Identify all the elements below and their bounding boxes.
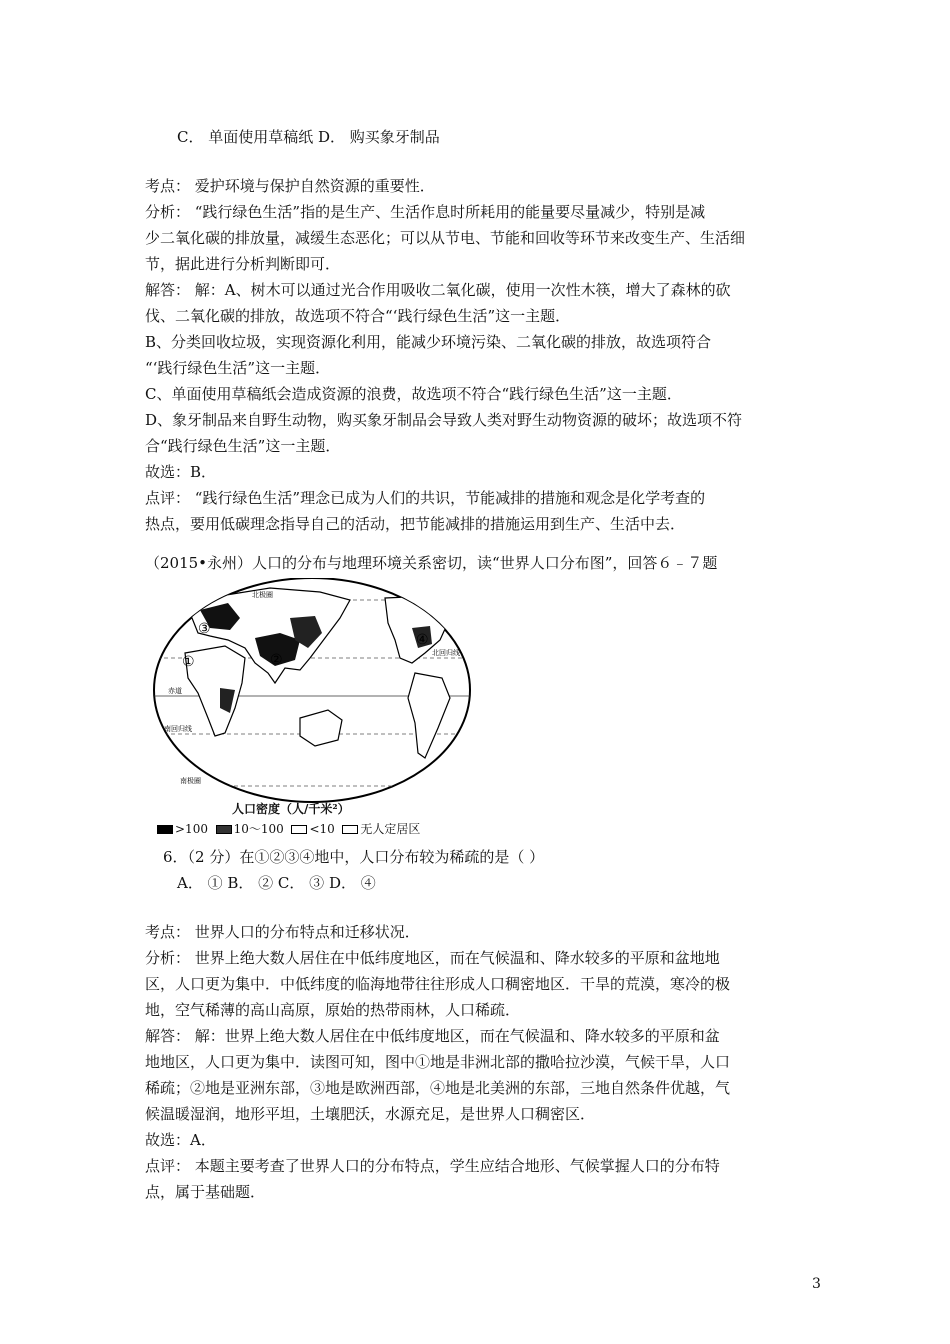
q5-fenxi-2: 少二氧化碳的排放量，减缓生态恶化；可以从节电、节能和回收等环节来改变生产、生活细 [145, 229, 746, 247]
marker-1: ① [182, 654, 195, 670]
legend-title: 人口密度（人/千米²） [232, 802, 350, 816]
prev-options: C． 单面使用草稿纸 D． 购买象牙制品 [177, 128, 440, 146]
legend-dense: >100 [175, 822, 208, 836]
intro-line: （2015•永州）人口的分布与地理环境关系密切，读“世界人口分布图”，回答６﹣７题 [145, 554, 718, 572]
legend-uninhabited: 无人定居区 [360, 822, 421, 836]
q6-fenxi-1: 分析： 世界上绝大数人居住在中低纬度地区，而在气候温和、降水较多的平原和盆地地 [145, 949, 720, 967]
legend-swatch-sparse [291, 825, 307, 834]
q5-fenxi-3: 节，据此进行分析判断即可． [145, 255, 341, 273]
q5-jieda-7: 合“践行绿色生活”这一主题． [145, 437, 341, 455]
label-tropic-cancer: 北回归线 [432, 649, 460, 657]
label-antarctic-circle: 南极圈 [180, 777, 201, 785]
marker-4: ④ [416, 632, 429, 648]
legend [157, 820, 420, 837]
label-tropic-capricorn: 南回归线 [164, 725, 192, 733]
q6-stem: 6．（2 分）在①②③④地中，人口分布较为稀疏的是（ ） [163, 848, 545, 866]
q6-kaodian: 考点： 世界人口的分布特点和迁移状况． [145, 923, 420, 941]
q5-dianping-2: 热点，要用低碳理念指导自己的活动，把节能减排的措施运用到生产、生活中去． [145, 515, 686, 533]
marker-3: ③ [198, 621, 211, 637]
q6-jieda-2: 地地区，人口更为集中．读图可知，图中①地是非洲北部的撒哈拉沙漠，气候干旱，人口 [145, 1053, 731, 1071]
label-equator: 赤道 [168, 687, 182, 695]
q5-dianping-1: 点评： “践行绿色生活”理念已成为人们的共识，节能减排的措施和观念是化学考查的 [145, 489, 706, 507]
q6-jieda-4: 候温暖湿润，地形平坦，土壤肥沃，水源充足，是世界人口稠密区． [145, 1105, 596, 1123]
legend-swatch-medium [216, 825, 232, 834]
q5-jieda-3: B、分类回收垃圾，实现资源化利用，能减少环境污染、二氧化碳的排放，故选项符合 [145, 333, 712, 351]
legend-swatch-dense [157, 825, 173, 834]
legend-medium: 10～100 [233, 822, 284, 836]
page-number: 3 [812, 1276, 821, 1292]
marker-2: ② [270, 652, 283, 668]
q5-kaodian: 考点： 爱护环境与保护自然资源的重要性． [145, 177, 435, 195]
q6-guxuan: 故选：A． [145, 1131, 216, 1149]
q6-fenxi-2: 区，人口更为集中．中低纬度的临海地带往往形成人口稠密地区．干旱的荒漠，寒冷的极 [145, 975, 731, 993]
q5-jieda-6: D、象牙制品来自野生动物，购买象牙制品会导致人类对野生动物资源的破坏；故选项不符 [145, 411, 743, 429]
q5-jieda-4: “‘践行绿色生活”这一主题． [145, 359, 331, 377]
legend-swatch-uninhabited [342, 825, 358, 834]
q6-dianping-1: 点评： 本题主要考查了世界人口的分布特点，学生应结合地形、气候掌握人口的分布特 [145, 1157, 720, 1175]
q5-guxuan: 故选：B． [145, 463, 217, 481]
q5-jieda-2: 伐、二氧化碳的排放，故选项不符合“‘践行绿色生活”这一主题． [145, 307, 571, 325]
q6-dianping-2: 点，属于基础题． [145, 1183, 266, 1201]
label-arctic-circle: 北极圈 [252, 591, 273, 599]
q5-jieda-5: C、单面使用草稿纸会造成资源的浪费，故选项不符合“践行绿色生活”这一主题． [145, 385, 682, 403]
q6-options: A． ① B． ② C． ③ D． ④ [177, 874, 376, 892]
q5-fenxi-1: 分析： “践行绿色生活”指的是生产、生活作息时所耗用的能量要尽量减少，特别是减 [145, 203, 706, 221]
q6-jieda-3: 稀疏；②地是亚洲东部，③地是欧洲西部，④地是北美洲的东部，三地自然条件优越，气 [145, 1079, 731, 1097]
q6-jieda-1: 解答： 解：世界上绝大数人居住在中低纬度地区，而在气候温和、降水较多的平原和盆 [145, 1027, 720, 1045]
q5-jieda-1: 解答： 解：A、树木可以通过光合作用吸收二氧化碳，使用一次性木筷，增大了森林的砍 [145, 281, 731, 299]
q6-fenxi-3: 地，空气稀薄的高山高原，原始的热带雨林，人口稀疏． [145, 1001, 521, 1019]
legend-sparse: <10 [309, 822, 335, 836]
